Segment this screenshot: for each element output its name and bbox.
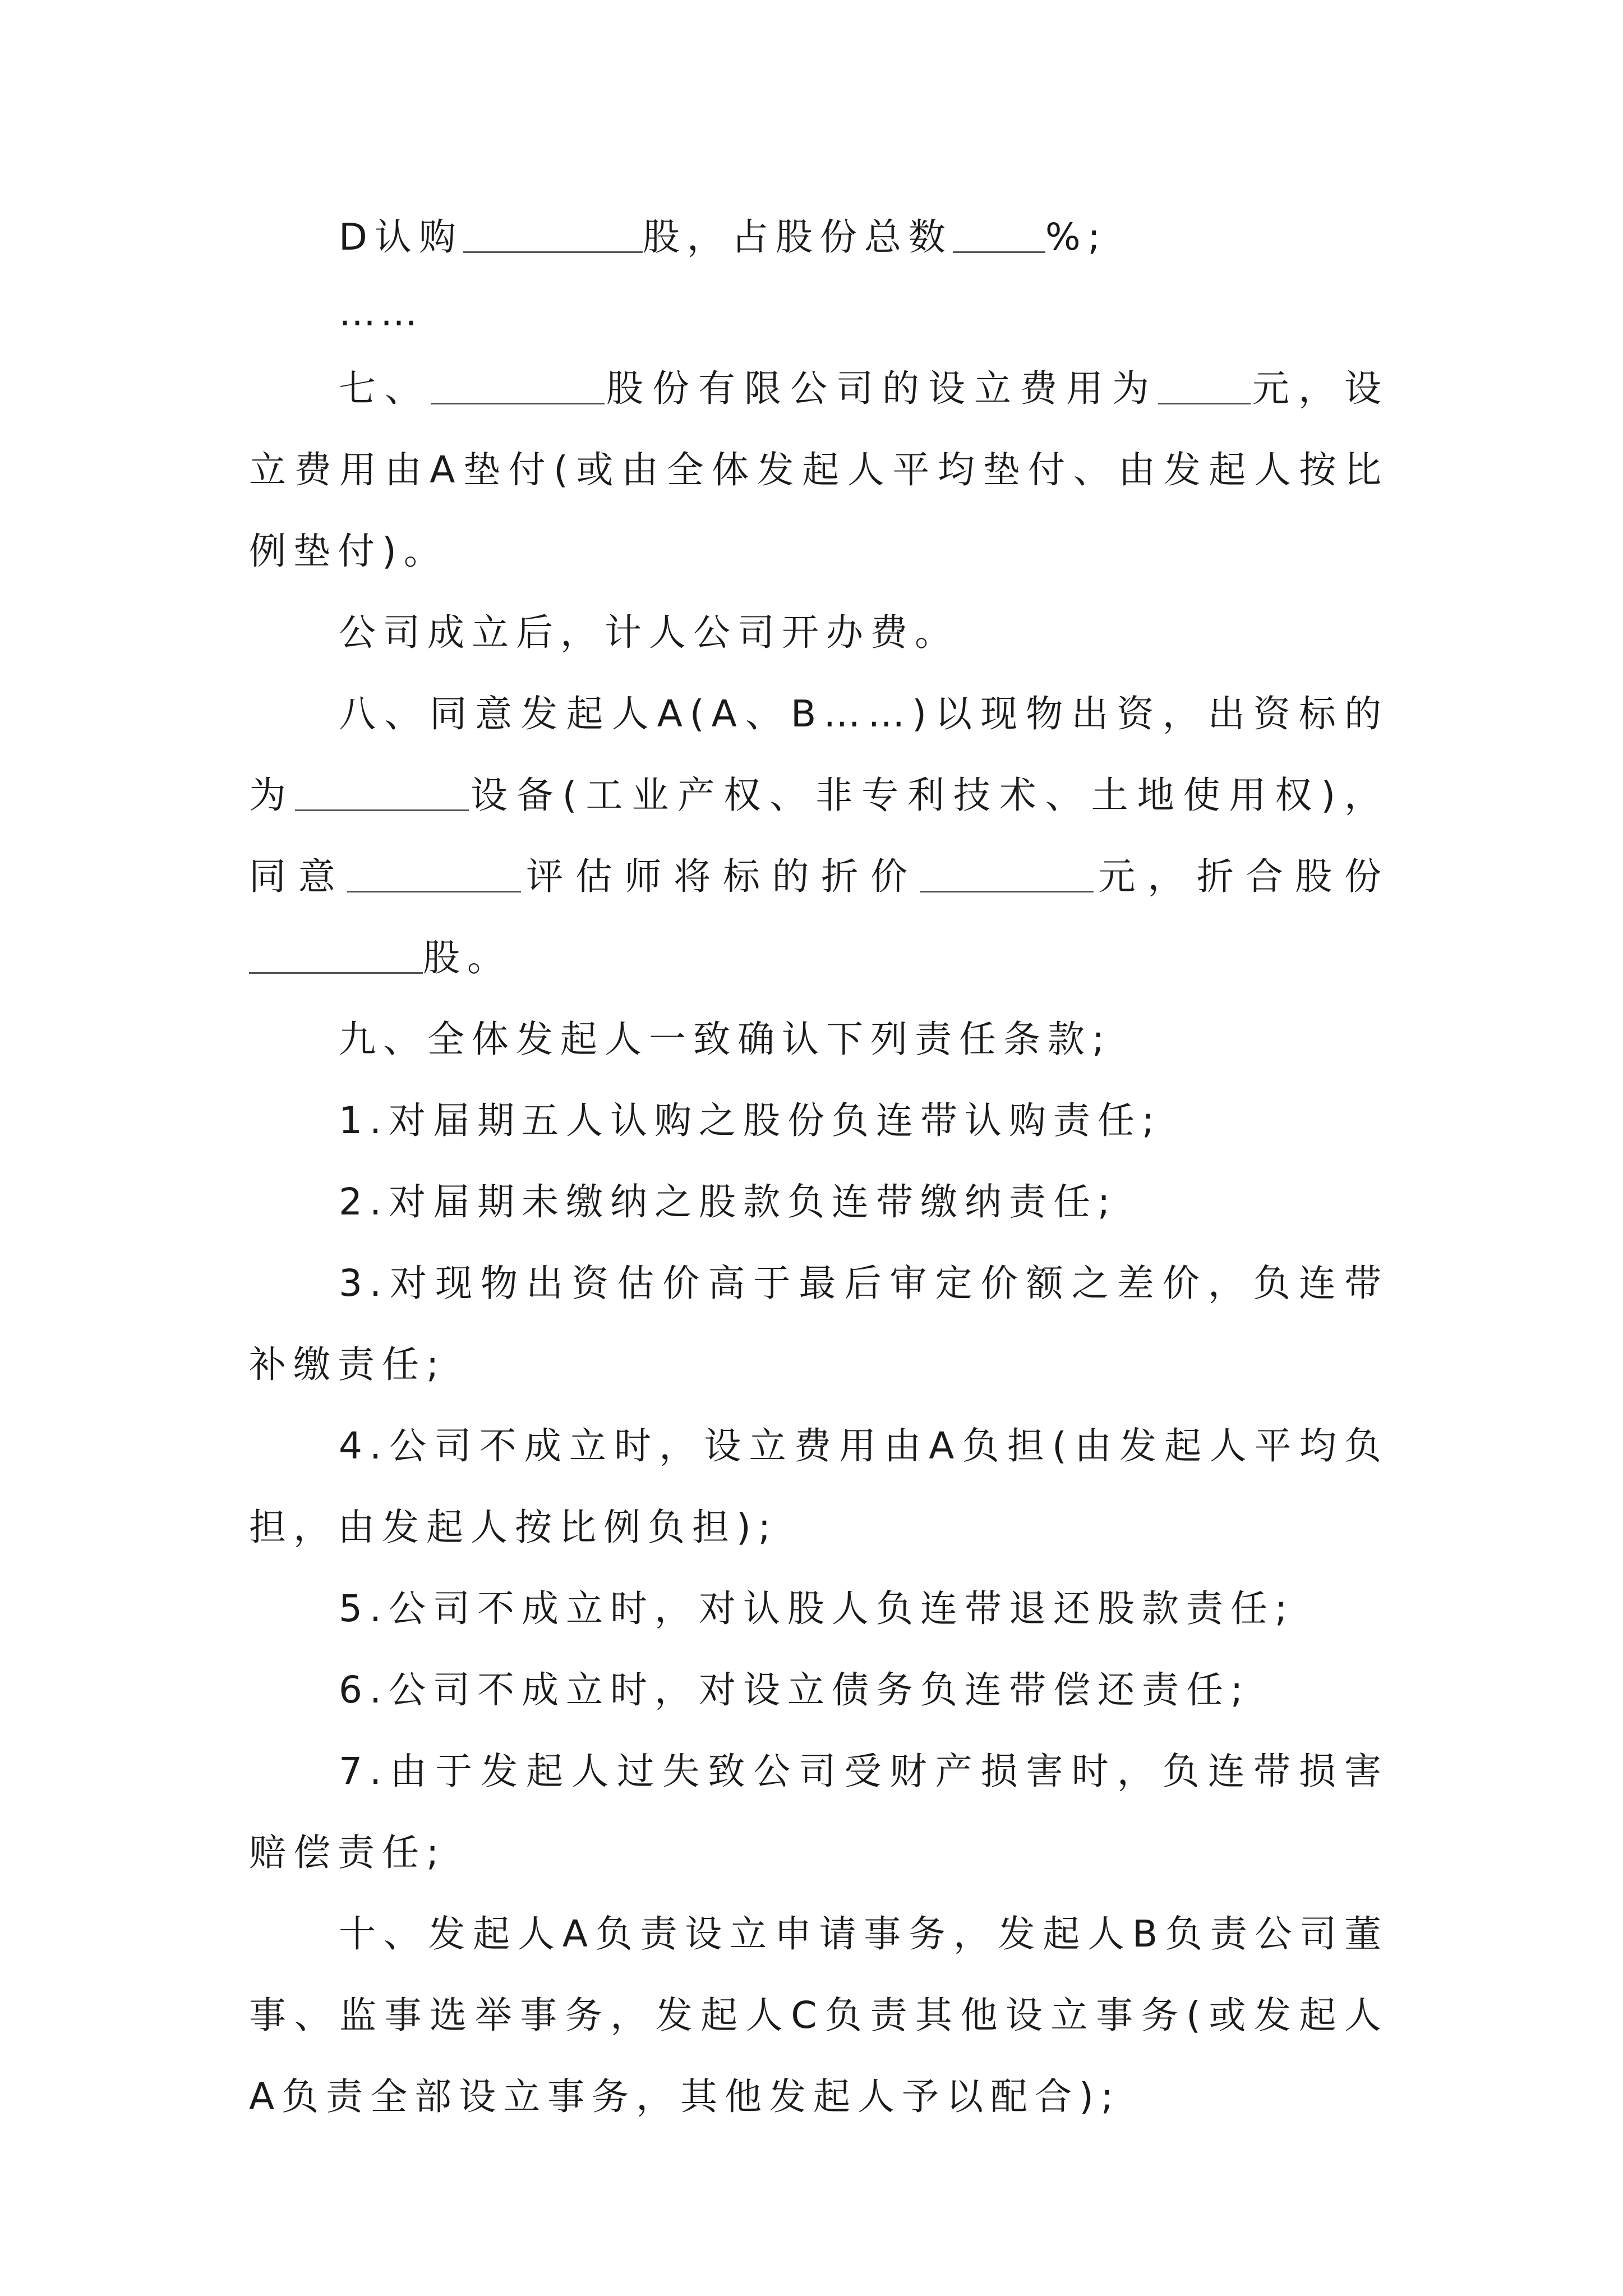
list-item: 7.由于发起人过失致公司受财产损害时，负连带损害赔偿责任;	[249, 1750, 1389, 1874]
d-subscribe-text-a: D认购	[339, 215, 463, 259]
ellipsis-line: ……	[339, 291, 422, 334]
blank-discount-value	[920, 857, 1094, 892]
list-item: 6.公司不成立时，对设立债务负连带偿还责任;	[339, 1668, 1251, 1711]
eight-text-d: 元，折合股份	[1093, 855, 1389, 898]
blank-shares	[463, 218, 643, 253]
list-item: 1.对届期五人认购之股份负连带认购责任;	[339, 1099, 1162, 1142]
paragraph-eight	[249, 673, 1389, 999]
seven-text-a: 七、	[339, 367, 431, 410]
blank-fee-amount	[1158, 369, 1251, 404]
eight-text-c: 评估师将标的折价	[521, 855, 920, 898]
blank-company-name	[431, 369, 605, 404]
blank-appraiser	[347, 857, 521, 892]
d-subscribe-text-b: 股，占股份总数	[642, 215, 953, 259]
document-page	[249, 196, 1389, 2137]
blank-equipment	[295, 776, 469, 811]
paragraph-d-subscribe	[249, 196, 1389, 278]
eight-text-e: 股。	[423, 936, 511, 979]
paragraph-ten: 十、发起人A负责设立申请事务，发起人B负责公司董事、监事选举事务，发起人C负责其他设立事务(或发起人A负责全部设立事务，其他发起人予以配合);	[249, 1912, 1389, 2118]
d-subscribe-text-c: %;	[1045, 215, 1108, 259]
list-item: 2.对届期未缴纳之股款负连带缴纳责任;	[339, 1180, 1118, 1223]
paragraph-seven	[249, 348, 1389, 592]
seven-text-b: 股份有限公司的设立费用为	[605, 367, 1158, 410]
list-item: 3.对现物出资估价高于最后审定价额之差价，负连带补缴责任;	[249, 1262, 1389, 1386]
blank-share-count	[249, 938, 423, 974]
list-item: 4.公司不成立时，设立费用由A负担(由发起人平均负担，由发起人按比例负担);	[249, 1424, 1389, 1549]
seven-text-c: 元，设立费用由A垫付(或由全体发起人平均垫付、由发起人按比例垫付)。	[249, 367, 1389, 573]
blank-percent	[953, 218, 1045, 253]
paragraph-after-seven: 公司成立后，计人公司开办费。	[339, 611, 959, 654]
paragraph-nine: 九、全体发起人一致确认下列责任条款;	[339, 1018, 1112, 1061]
eight-text-a: 八、同意发起人A(A、B……)以现物出资，出资标的为	[249, 692, 1389, 817]
eight-text-b: 设备(工业产权、非专利技术、土地使用权)，同意	[249, 774, 1389, 898]
list-item: 5.公司不成立时，对认股人负连带退还股款责任;	[339, 1587, 1295, 1630]
